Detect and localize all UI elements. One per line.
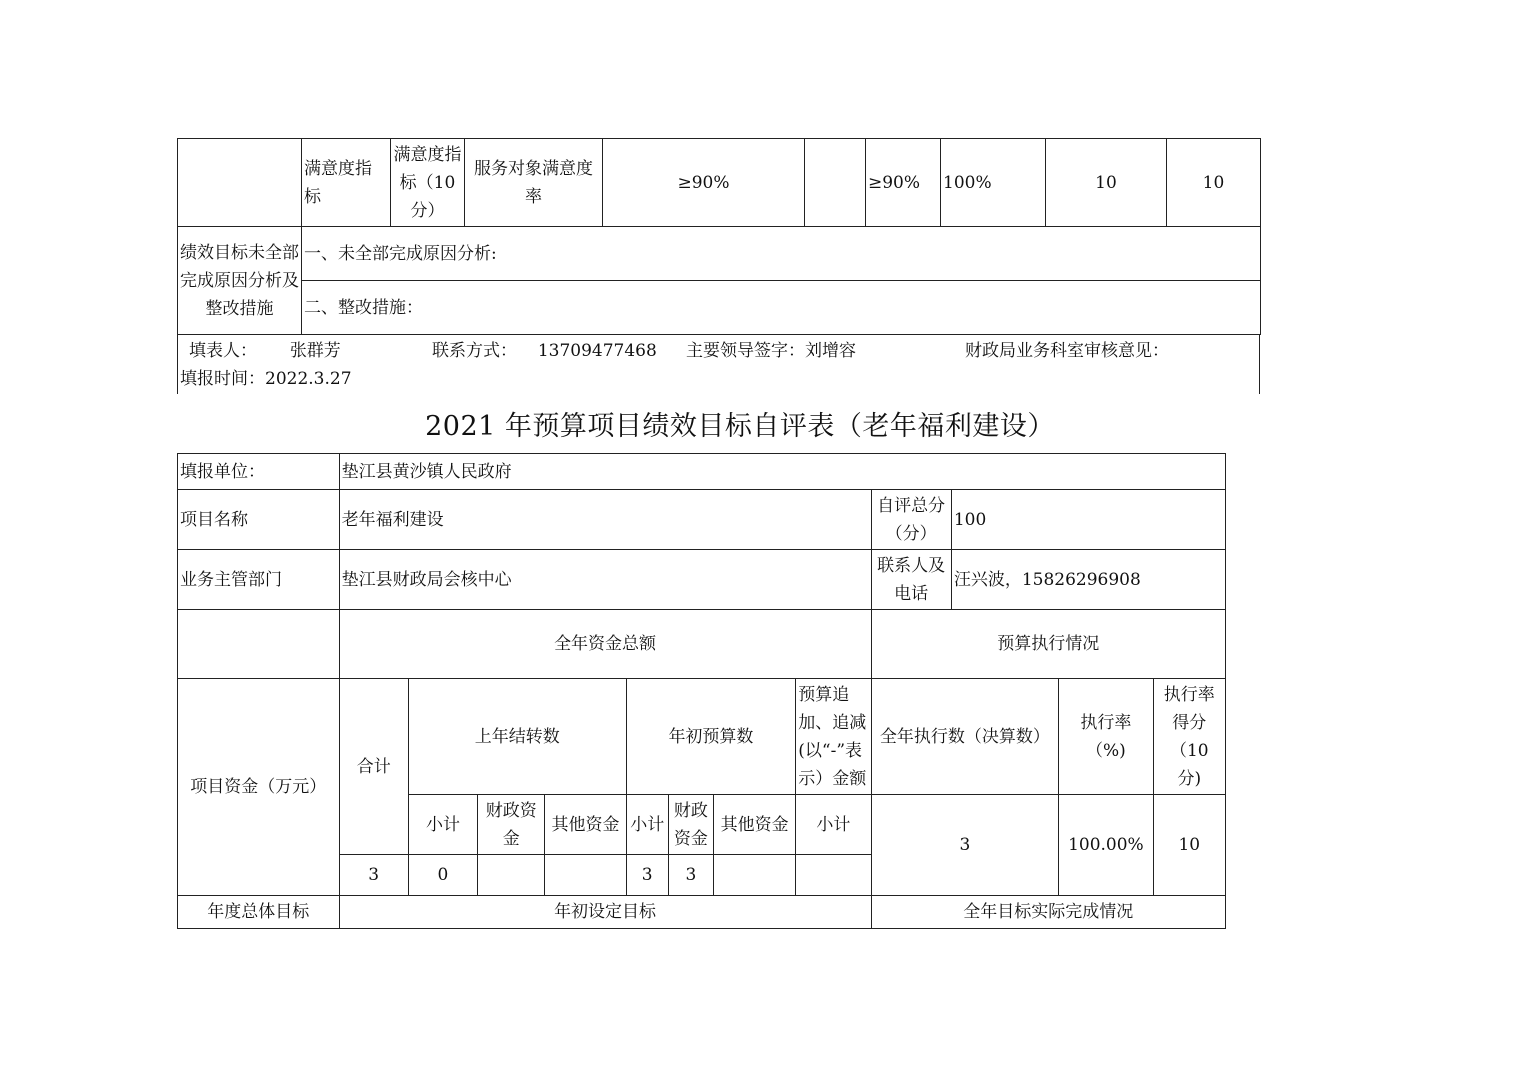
contact-phone: 13709477468	[537, 341, 657, 361]
exec-amount-header: 全年执行数（决算数）	[871, 679, 1059, 795]
adjust-header: 预算追加、追减(以“-”表示）金额	[796, 679, 871, 795]
actual-goal-label: 全年目标实际完成情况	[871, 896, 1225, 929]
footer-line-1	[189, 338, 341, 364]
carry-other-header: 其他资金	[545, 795, 626, 855]
leader-line	[686, 338, 856, 364]
carry-finance-header: 财政资金	[478, 795, 545, 855]
carry-finance-value	[478, 855, 545, 896]
analysis-measures: 二、整改措施：	[302, 281, 1261, 335]
unit-value: 垫江县黄沙镇人民政府	[339, 454, 1225, 490]
indicator-score: 10	[1167, 139, 1261, 227]
exec-rate-header: 执行率（%)	[1059, 679, 1153, 795]
carry-subtotal-value: 0	[408, 855, 477, 896]
indicator-subcategory: 满意度指标（10分）	[391, 139, 465, 227]
contact-label: 联系方式：	[432, 341, 517, 361]
init-other-header: 其他资金	[713, 795, 795, 855]
self-score-label: 自评总分（分）	[871, 490, 951, 550]
initial-goal-label: 年初设定目标	[339, 896, 871, 929]
exec-rate-value: 100.00%	[1059, 795, 1153, 896]
carry-other-value	[545, 855, 626, 896]
date-label: 填报时间：	[180, 369, 265, 389]
indicator-actual: ≥90%	[866, 139, 941, 227]
carry-subtotal-header: 小计	[408, 795, 477, 855]
indicator-rate: 100%	[941, 139, 1046, 227]
fund-total-header: 全年资金总额	[339, 610, 871, 679]
contact-person-label: 联系人及电话	[871, 550, 951, 610]
leader-label: 主要领导签字：	[686, 341, 805, 361]
init-subtotal-value: 3	[626, 855, 668, 896]
leader-name: 刘增容	[805, 341, 856, 361]
exec-amount-value: 3	[871, 795, 1059, 896]
main-form-table	[177, 453, 1226, 929]
indicator-category: 满意度指标	[302, 139, 391, 227]
empty-cell	[178, 139, 302, 227]
adjust-subtotal-header: 小计	[796, 795, 871, 855]
empty-cell	[178, 610, 340, 679]
dept-label: 业务主管部门	[178, 550, 340, 610]
contact-line	[432, 338, 657, 364]
analysis-label: 绩效目标未全部完成原因分析及整改措施	[178, 227, 302, 335]
self-score-value: 100	[951, 490, 1225, 550]
project-name: 老年福利建设	[339, 490, 871, 550]
filler-label: 填表人：	[189, 341, 257, 361]
init-subtotal-header: 小计	[626, 795, 668, 855]
project-label: 项目名称	[178, 490, 340, 550]
init-finance-value: 3	[668, 855, 713, 896]
carryover-header: 上年结转数	[408, 679, 626, 795]
top-table	[177, 138, 1261, 335]
total-value: 3	[339, 855, 408, 896]
indicator-target: ≥90%	[603, 139, 805, 227]
exec-score-header: 执行率得分（10 分)	[1153, 679, 1225, 795]
init-other-value	[713, 855, 795, 896]
dept-value: 垫江县财政局会核中心	[339, 550, 871, 610]
finance-review-label: 财政局业务科室审核意见：	[965, 341, 1169, 361]
adjust-subtotal-value	[796, 855, 871, 896]
init-finance-header: 财政资金	[668, 795, 713, 855]
fill-date-line	[180, 366, 352, 392]
footer-right-border	[1259, 334, 1260, 394]
footer-left-border	[177, 334, 178, 394]
unit-label: 填报单位：	[178, 454, 340, 490]
budget-exec-header: 预算执行情况	[871, 610, 1225, 679]
filler-name: 张群芳	[289, 341, 341, 361]
annual-goal-label: 年度总体目标	[178, 896, 340, 929]
exec-score-value: 10	[1153, 795, 1225, 896]
analysis-reason: 一、未全部完成原因分析:	[302, 227, 1261, 281]
indicator-score-max: 10	[1046, 139, 1167, 227]
initial-budget-header: 年初预算数	[626, 679, 796, 795]
indicator-name: 服务对象满意度率	[465, 139, 603, 227]
contact-person-value: 汪兴波，15826296908	[951, 550, 1225, 610]
total-header: 合计	[339, 679, 408, 855]
project-fund-label: 项目资金（万元）	[178, 679, 340, 896]
fill-date: 2022.3.27	[265, 369, 352, 389]
empty-cell	[805, 139, 866, 227]
form-title: 2021 年预算项目绩效目标自评表（老年福利建设）	[425, 411, 1055, 442]
